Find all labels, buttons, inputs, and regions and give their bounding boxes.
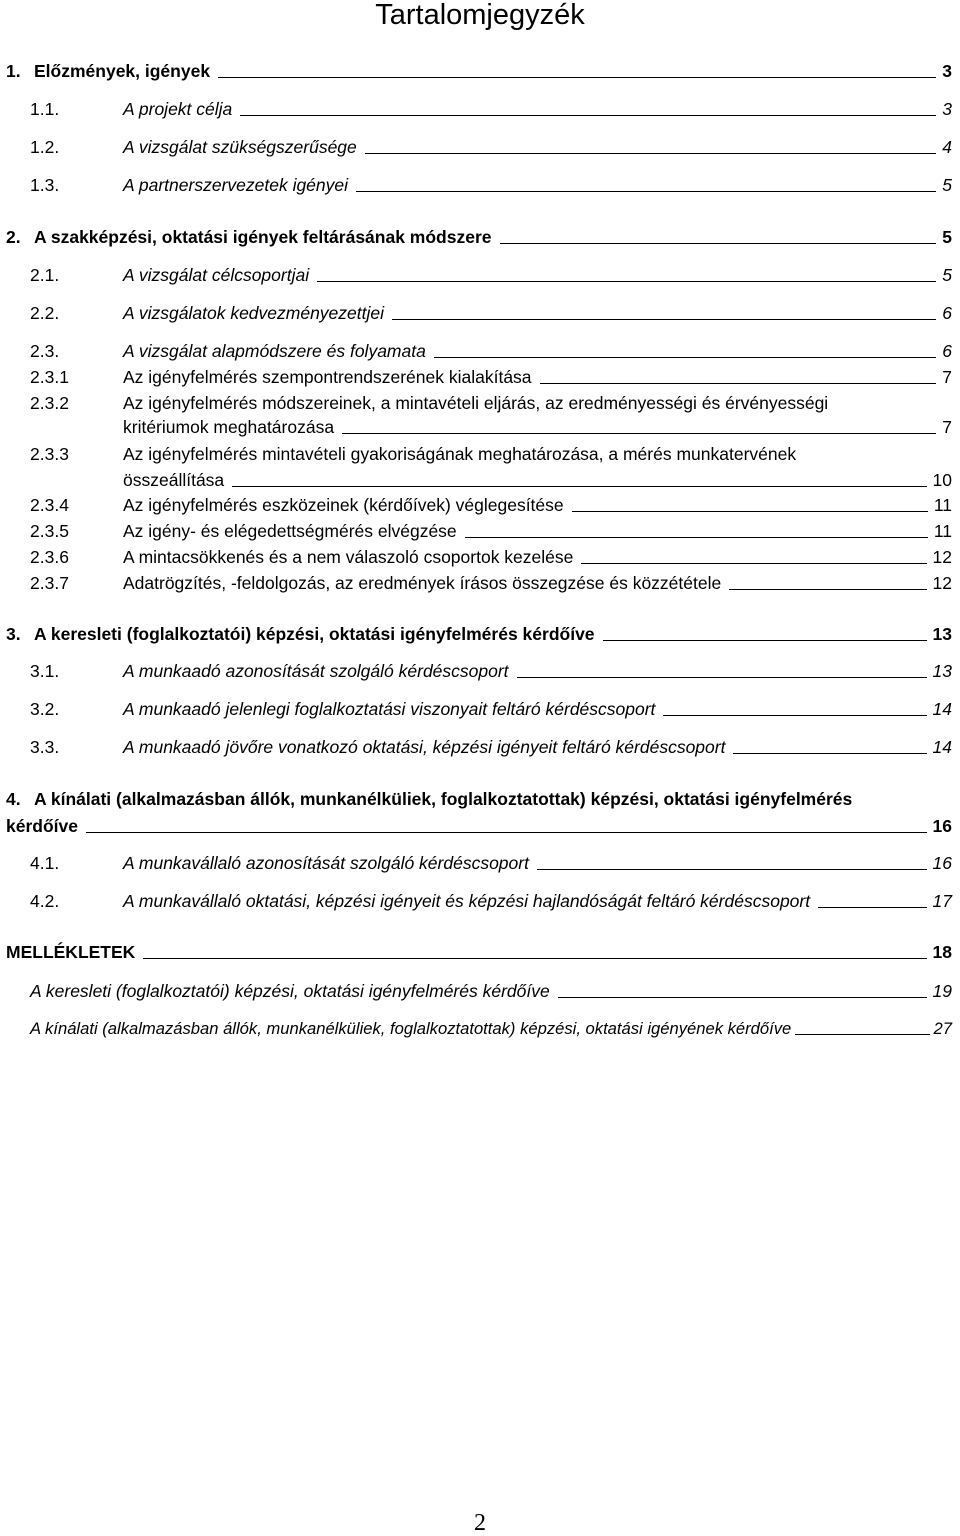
toc-entry-title-line2: kritériumok meghatározása bbox=[123, 417, 335, 437]
toc-entry-title: Adatrögzítés, -feldolgozás, az eredmények írásos összegzése és közzététele bbox=[123, 573, 722, 593]
toc-entry-page: 6 bbox=[942, 341, 952, 361]
toc-entry[interactable] bbox=[30, 444, 952, 488]
toc-entry-page: 11 bbox=[933, 495, 952, 515]
toc-entry-number: 3. bbox=[6, 624, 21, 644]
toc-entry[interactable] bbox=[30, 393, 952, 437]
toc-leader bbox=[240, 115, 936, 116]
toc-entry-page: 4 bbox=[942, 137, 952, 157]
toc-entry-number: 1.3. bbox=[30, 175, 60, 195]
toc-leader bbox=[434, 357, 936, 358]
toc-entry-title-line1: Az igényfelmérés mintavételi gyakoriságának meghatározása, a mérés munkatervének bbox=[123, 444, 797, 464]
toc-entry-number: 2.3.1 bbox=[30, 367, 69, 387]
toc-leader bbox=[517, 677, 927, 678]
toc-entry-number: 2.3.4 bbox=[30, 495, 69, 515]
toc-entry-number: 2.1. bbox=[30, 265, 60, 285]
toc-entry-number: 1. bbox=[6, 61, 21, 81]
toc-leader bbox=[540, 383, 937, 384]
toc-entry-number: 2.3. bbox=[30, 341, 60, 361]
toc-entry-title: A keresleti (foglalkoztatói) képzési, oktatási igényfelmérés kérdőíve bbox=[30, 981, 550, 1001]
toc-entry[interactable] bbox=[6, 789, 952, 837]
toc-entry-number: 2.3.3 bbox=[30, 444, 69, 464]
toc-entry-page: 7 bbox=[942, 417, 952, 437]
toc-entry-title: MELLÉKLETEK bbox=[6, 942, 136, 962]
toc-entry-title: A munkavállaló azonosítását szolgáló kérdéscsoport bbox=[123, 853, 529, 873]
toc-entry-page: 6 bbox=[942, 303, 952, 323]
toc-entry-page: 7 bbox=[942, 367, 952, 387]
toc-entry-page: 5 bbox=[942, 175, 952, 195]
toc-entry-page: 27 bbox=[933, 1019, 952, 1038]
toc-entry-number: 2.3.2 bbox=[30, 393, 69, 413]
toc-entry-page: 3 bbox=[942, 61, 952, 81]
toc-leader bbox=[465, 537, 928, 538]
toc-entry-title: A munkaadó jövőre vonatkozó oktatási, képzési igényeit feltáró kérdéscsoport bbox=[123, 737, 726, 757]
toc-entry-title-line2: összeállítása bbox=[123, 470, 225, 490]
toc-entry-number: 2.2. bbox=[30, 303, 60, 323]
toc-entry-page: 12 bbox=[932, 573, 952, 593]
toc-leader bbox=[818, 907, 926, 908]
toc-leader bbox=[342, 433, 936, 434]
toc-entry-page: 16 bbox=[932, 816, 952, 836]
toc-entry-number: 2.3.6 bbox=[30, 547, 69, 567]
toc-entry-number: 1.2. bbox=[30, 137, 60, 157]
toc-leader bbox=[232, 486, 926, 487]
toc-entry-page: 13 bbox=[932, 661, 952, 681]
toc-entry-number: 4.1. bbox=[30, 853, 60, 873]
toc-leader bbox=[603, 640, 927, 641]
toc-entry-number: 3.2. bbox=[30, 699, 60, 719]
toc-entry-title-line1: A kínálati (alkalmazásban állók, munkanélküliek, foglalkoztatottak) képzési, oktatási igényfelmérés bbox=[34, 789, 853, 809]
toc-entry-title: A munkavállaló oktatási, képzési igényeit és képzési hajlandóságát feltáró kérdéscsoport bbox=[123, 891, 811, 911]
toc-entry-title: Az igényfelmérés szempontrendszerének kialakítása bbox=[123, 367, 532, 387]
toc-leader bbox=[581, 563, 926, 564]
toc-entry-number: 2.3.5 bbox=[30, 521, 69, 541]
toc-entry-page: 11 bbox=[933, 521, 952, 541]
toc-entry-page: 3 bbox=[942, 99, 952, 119]
toc-entry-number: 4.2. bbox=[30, 891, 60, 911]
toc-entry-page: 18 bbox=[932, 942, 952, 962]
toc-leader bbox=[392, 319, 936, 320]
toc-entry-page: 17 bbox=[932, 891, 952, 911]
toc-entry-title: A projekt célja bbox=[123, 99, 233, 119]
toc-leader bbox=[558, 997, 927, 998]
toc-entry-number: 2.3.7 bbox=[30, 573, 69, 593]
toc-entry-page: 14 bbox=[932, 737, 952, 757]
toc-entry-title: A munkaadó azonosítását szolgáló kérdéscsoport bbox=[123, 661, 509, 681]
toc-leader bbox=[729, 589, 926, 590]
toc-entry-number: 1.1. bbox=[30, 99, 60, 119]
toc-entry-page: 19 bbox=[932, 981, 952, 1001]
toc-entry-title: A vizsgálat szükségszerűsége bbox=[123, 137, 357, 157]
toc-entry-title: A szakképzési, oktatási igények feltárásának módszere bbox=[34, 227, 492, 247]
toc-leader bbox=[795, 1034, 929, 1035]
toc-entry-number: 3.1. bbox=[30, 661, 60, 681]
toc-leader bbox=[218, 77, 936, 78]
toc-leader bbox=[537, 869, 927, 870]
toc-entry-title-line2: kérdőíve bbox=[6, 816, 78, 836]
toc-entry-title: Előzmények, igények bbox=[34, 61, 211, 81]
toc-entry-title: Az igény- és elégedettségmérés elvégzése bbox=[123, 521, 457, 541]
toc-entry-title: A mintacsökkenés és a nem válaszoló csoportok kezelése bbox=[123, 547, 574, 567]
toc-entry-page: 5 bbox=[942, 265, 952, 285]
toc-leader bbox=[733, 753, 926, 754]
toc-entry-number: 2. bbox=[6, 227, 21, 247]
toc-entry-title: A partnerszervezetek igényei bbox=[123, 175, 349, 195]
toc-leader bbox=[572, 511, 928, 512]
toc-entry-title: Az igényfelmérés eszközeinek (kérdőívek) véglegesítése bbox=[123, 495, 564, 515]
toc-entry-page: 16 bbox=[932, 853, 952, 873]
toc-leader bbox=[143, 958, 926, 959]
toc-leader bbox=[317, 281, 936, 282]
toc-entry-title: A vizsgálatok kedvezményezettjei bbox=[123, 303, 385, 323]
toc-leader bbox=[500, 243, 937, 244]
toc-entry-page: 13 bbox=[932, 624, 952, 644]
toc-entry-title-line1: Az igényfelmérés módszereinek, a mintavételi eljárás, az eredményességi és érvényességi bbox=[123, 393, 829, 413]
toc-leader bbox=[86, 832, 927, 833]
toc-entry-title: A vizsgálat alapmódszere és folyamata bbox=[123, 341, 426, 361]
toc-entry-page: 10 bbox=[932, 470, 952, 490]
toc-entry-title: A kínálati (alkalmazásban állók, munkanélküliek, foglalkoztatottak) képzési, oktatási igényének kérdőíve bbox=[30, 1019, 792, 1038]
toc-entry-title: A keresleti (foglalkoztatói) képzési, oktatási igényfelmérés kérdőíve bbox=[34, 624, 595, 644]
toc-leader bbox=[356, 191, 936, 192]
toc-entry-page: 14 bbox=[932, 699, 952, 719]
toc-leader bbox=[663, 715, 926, 716]
toc-entry-number: 3.3. bbox=[30, 737, 60, 757]
toc-entry-number: 4. bbox=[6, 789, 21, 809]
toc-leader bbox=[365, 153, 936, 154]
toc-entry-title: A vizsgálat célcsoportjai bbox=[123, 265, 310, 285]
toc-entry-title: A munkaadó jelenlegi foglalkoztatási viszonyait feltáró kérdéscsoport bbox=[123, 699, 656, 719]
toc-entry-page: 12 bbox=[932, 547, 952, 567]
page-number: 2 bbox=[474, 1510, 486, 1536]
page-title: Tartalomjegyzék bbox=[375, 0, 585, 31]
toc-entry-page: 5 bbox=[942, 227, 952, 247]
